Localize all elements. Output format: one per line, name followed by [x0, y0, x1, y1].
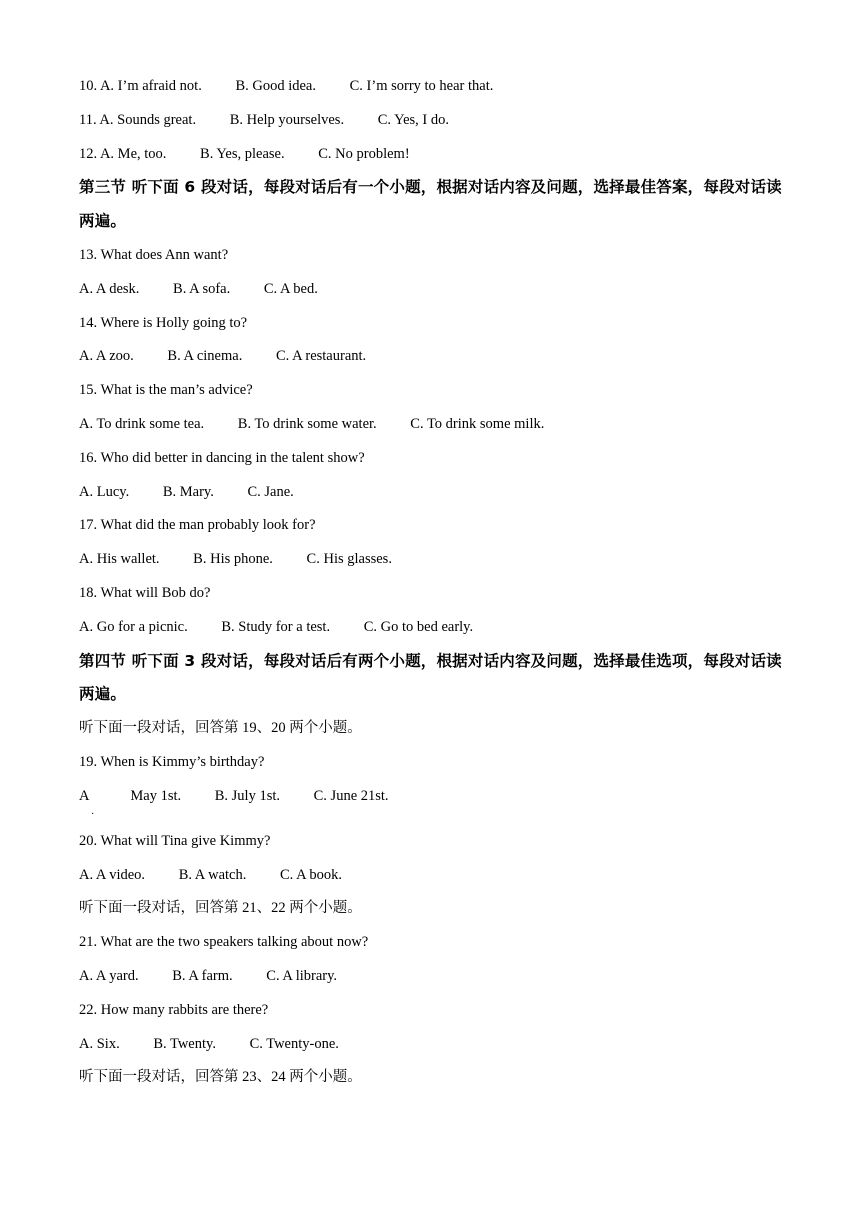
option-c: C. June 21st.	[313, 787, 389, 804]
option-c: C. Twenty-one.	[249, 1035, 339, 1052]
option-b: B. To drink some water.	[237, 415, 377, 432]
option-a: A. Six.	[79, 1035, 120, 1052]
option-c: C. I’m sorry to hear that.	[349, 78, 494, 94]
option-a: A. A yard.	[79, 967, 139, 984]
option-c: C. His glasses.	[306, 551, 392, 568]
option-c: C. Jane.	[247, 483, 294, 500]
option-c: C. A bed.	[263, 280, 318, 297]
question-11-options	[79, 104, 789, 138]
question-15: 15. What is the man’s advice?	[79, 382, 253, 399]
option-a	[79, 787, 182, 820]
question-14-options	[79, 340, 789, 374]
question-22-options	[79, 1028, 789, 1062]
option-a-text: May 1st.	[130, 787, 182, 804]
question-17-options	[79, 543, 789, 577]
stray-dot: ·	[91, 808, 95, 820]
section-3-heading: 第三节 听下面 6 段对话，每段对话后有一个小题，根据对话内容及问题，选择最佳答案，每段对话读两遍。	[79, 178, 782, 231]
option-a: A. Go for a picnic.	[79, 618, 188, 635]
option-b: B. A farm.	[172, 967, 233, 984]
option-b: B. July 1st.	[214, 787, 280, 804]
question-19-options	[79, 780, 789, 825]
option-b: B. Twenty.	[153, 1035, 216, 1052]
option-b: B. Help yourselves.	[229, 111, 345, 128]
question-22: 22. How many rabbits are there?	[79, 1001, 269, 1018]
option-c: C. A library.	[266, 967, 338, 984]
option-a: 10. A. I’m afraid not.	[79, 78, 202, 94]
option-b: B. Study for a test.	[221, 618, 331, 635]
question-12-options	[79, 138, 789, 172]
option-c: C. A book.	[279, 866, 343, 883]
dialogue-instruction-3: 听下面一段对话，回答第 23、24 两个小题。	[79, 1069, 362, 1086]
question-18-options	[79, 611, 789, 645]
option-c: C. No problem!	[318, 145, 410, 162]
dialogue-instruction-1: 听下面一段对话，回答第 19、20 两个小题。	[79, 720, 362, 737]
option-c: C. To drink some milk.	[410, 415, 545, 432]
question-10-options	[79, 70, 789, 104]
question-20: 20. What will Tina give Kimmy?	[79, 832, 271, 849]
question-16: 16. Who did better in dancing in the talent show?	[79, 449, 365, 466]
option-a: 12. A. Me, too.	[79, 145, 167, 162]
option-b: B. Yes, please.	[200, 145, 285, 162]
section-4-heading: 第四节 听下面 3 段对话，每段对话后有两个小题，根据对话内容及问题，选择最佳选项，每段对话读两遍。	[79, 651, 782, 704]
question-13: 13. What does Ann want?	[79, 246, 229, 263]
option-b: B. A watch.	[178, 866, 247, 883]
question-13-options	[79, 273, 789, 307]
dialogue-instruction-2: 听下面一段对话，回答第 21、22 两个小题。	[79, 900, 362, 917]
option-a: A. To drink some tea.	[79, 415, 205, 432]
question-14: 14. Where is Holly going to?	[79, 314, 248, 331]
exam-page	[79, 70, 789, 1095]
option-c: C. A restaurant.	[275, 348, 367, 365]
question-18: 18. What will Bob do?	[79, 584, 211, 601]
option-a: A. A desk.	[79, 280, 140, 297]
question-20-options	[79, 859, 789, 893]
option-a: 11. A. Sounds great.	[79, 111, 197, 128]
option-b: B. Mary.	[162, 483, 214, 500]
option-a-letter: A	[79, 787, 90, 804]
option-a: A. A video.	[79, 866, 146, 883]
option-a: A. His wallet.	[79, 551, 160, 568]
option-c: C. Go to bed early.	[363, 618, 474, 635]
option-b: B. A cinema.	[167, 348, 243, 365]
option-a: A. A zoo.	[79, 348, 134, 365]
option-b: B. Good idea.	[235, 78, 316, 94]
question-17: 17. What did the man probably look for?	[79, 517, 316, 534]
question-21: 21. What are the two speakers talking about now?	[79, 934, 369, 951]
question-15-options	[79, 408, 789, 442]
option-a: A. Lucy.	[79, 483, 130, 500]
option-b: B. A sofa.	[173, 280, 231, 297]
question-19: 19. When is Kimmy’s birthday?	[79, 753, 265, 770]
option-b: B. His phone.	[193, 551, 273, 568]
question-16-options	[79, 476, 789, 510]
question-21-options	[79, 960, 789, 994]
option-c: C. Yes, I do.	[377, 111, 450, 128]
